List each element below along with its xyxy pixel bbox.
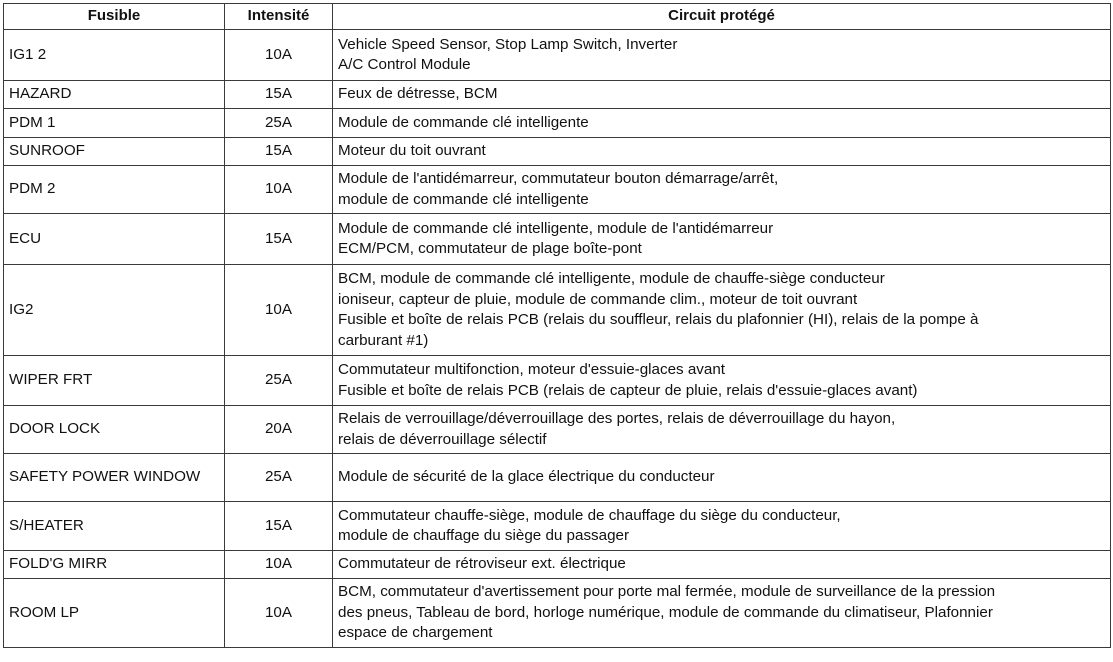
table-row xyxy=(4,214,1111,265)
fuse-name-cell: ROOM LP xyxy=(4,579,225,648)
circuit-line: Module de sécurité de la glace électrique du conducteur xyxy=(338,468,715,486)
circuit-line: Commutateur multifonction, moteur d'essuie-glaces avant xyxy=(338,361,725,378)
fuse-name-cell: IG1 2 xyxy=(4,30,225,81)
circuit-line: BCM, module de commande clé intelligente, module de chauffe-siège conducteur xyxy=(338,270,885,287)
circuit-line: Feux de détresse, BCM xyxy=(338,85,498,103)
amperage-cell: 25A xyxy=(225,454,333,502)
circuit-line: Moteur du toit ouvrant xyxy=(338,142,486,160)
fuse-name-cell: PDM 1 xyxy=(4,109,225,138)
circuit-line: Commutateur chauffe-siège, module de chauffage du siège du conducteur, xyxy=(338,506,841,524)
table-row xyxy=(4,265,1111,356)
table-row xyxy=(4,406,1111,454)
fuse-name-cell: IG2 xyxy=(4,265,225,356)
table-row xyxy=(4,166,1111,214)
amperage-cell: 10A xyxy=(225,551,333,579)
header-amperage: Intensité xyxy=(225,4,333,30)
circuit-line: Vehicle Speed Sensor, Stop Lamp Switch, Inverter xyxy=(338,35,678,53)
circuit-cell xyxy=(333,356,1111,406)
table-row xyxy=(4,502,1111,551)
circuit-cell xyxy=(333,502,1111,551)
circuit-cell xyxy=(333,579,1111,648)
circuit-line: A/C Control Module xyxy=(338,56,471,73)
fuse-name-cell: FOLD'G MIRR xyxy=(4,551,225,579)
fuse-name-cell: SUNROOF xyxy=(4,138,225,166)
amperage-cell: 25A xyxy=(225,109,333,138)
fuse-name-cell: HAZARD xyxy=(4,81,225,109)
circuit-cell xyxy=(333,551,1111,579)
circuit-cell xyxy=(333,166,1111,214)
header-row xyxy=(4,4,1111,30)
circuit-cell xyxy=(333,30,1111,81)
circuit-line: relais de déverrouillage sélectif xyxy=(338,430,547,448)
amperage-cell: 10A xyxy=(225,265,333,356)
circuit-line: ioniseur, capteur de pluie, module de commande clim., moteur de toit ouvrant xyxy=(338,290,858,308)
fuse-name-cell: WIPER FRT xyxy=(4,356,225,406)
circuit-cell xyxy=(333,406,1111,454)
circuit-line: module de chauffage du siège du passager xyxy=(338,527,630,544)
circuit-line: Fusible et boîte de relais PCB (relais du souffleur, relais du plafonnier (HI), relais de la pompe à xyxy=(338,311,979,328)
table-row xyxy=(4,356,1111,406)
circuit-line: Module de commande clé intelligente xyxy=(338,113,589,131)
fuse-name-cell: SAFETY POWER WINDOW xyxy=(4,454,225,502)
circuit-line: Fusible et boîte de relais PCB (relais de capteur de pluie, relais d'essuie-glaces avant) xyxy=(338,381,918,399)
table-row xyxy=(4,30,1111,81)
amperage-cell: 15A xyxy=(225,138,333,166)
circuit-line: espace de chargement xyxy=(338,624,493,642)
table-header xyxy=(4,4,1111,30)
table-body xyxy=(4,30,1111,648)
circuit-cell xyxy=(333,214,1111,265)
table-row xyxy=(4,579,1111,648)
circuit-line: Module de commande clé intelligente, module de l'antidémarreur xyxy=(338,219,774,237)
amperage-cell: 10A xyxy=(225,579,333,648)
amperage-cell: 10A xyxy=(225,30,333,81)
amperage-cell: 15A xyxy=(225,81,333,109)
circuit-cell xyxy=(333,81,1111,109)
circuit-line: carburant #1) xyxy=(338,331,429,349)
fuse-table xyxy=(3,3,1111,648)
fuse-name-cell: DOOR LOCK xyxy=(4,406,225,454)
circuit-line: Module de l'antidémarreur, commutateur bouton démarrage/arrêt, xyxy=(338,170,779,187)
amperage-cell: 15A xyxy=(225,214,333,265)
amperage-cell: 20A xyxy=(225,406,333,454)
circuit-line: Commutateur de rétroviseur ext. électrique xyxy=(338,555,626,573)
circuit-line: Relais de verrouillage/déverrouillage des portes, relais de déverrouillage du hayon, xyxy=(338,410,896,427)
header-fuse: Fusible xyxy=(4,4,225,30)
table-row xyxy=(4,551,1111,579)
circuit-cell xyxy=(333,265,1111,356)
amperage-cell: 15A xyxy=(225,502,333,551)
circuit-line: BCM, commutateur d'avertissement pour porte mal fermée, module de surveillance de la pression xyxy=(338,583,996,601)
fuse-name-cell: PDM 2 xyxy=(4,166,225,214)
circuit-line: des pneus, Tableau de bord, horloge numérique, module de commande du climatiseur, Plafonnier xyxy=(338,603,993,621)
header-circuit: Circuit protégé xyxy=(333,4,1111,30)
fuse-name-cell: ECU xyxy=(4,214,225,265)
amperage-cell: 10A xyxy=(225,166,333,214)
table-row xyxy=(4,454,1111,502)
circuit-line: ECM/PCM, commutateur de plage boîte-pont xyxy=(338,240,642,257)
fuse-name-cell: S/HEATER xyxy=(4,502,225,551)
table-row xyxy=(4,138,1111,166)
table-row xyxy=(4,81,1111,109)
circuit-line: module de commande clé intelligente xyxy=(338,190,589,208)
circuit-cell xyxy=(333,138,1111,166)
amperage-cell: 25A xyxy=(225,356,333,406)
circuit-cell xyxy=(333,109,1111,138)
table-row xyxy=(4,109,1111,138)
circuit-cell xyxy=(333,454,1111,502)
